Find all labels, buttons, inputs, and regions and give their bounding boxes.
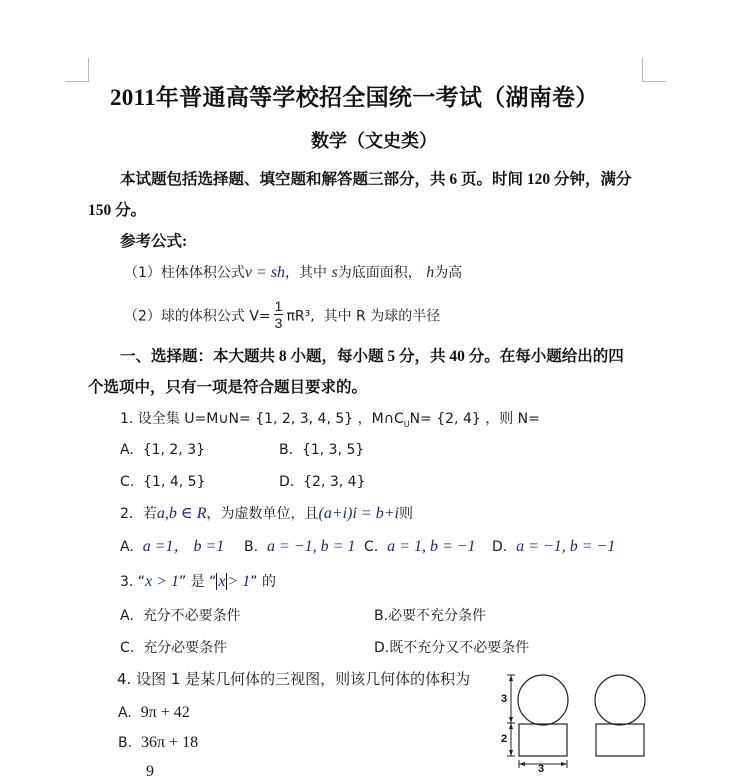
formula-cylinder-expr: v = sh xyxy=(244,264,286,281)
page-corner-mark-left xyxy=(65,58,89,82)
dimension-label-width: 3 xyxy=(538,763,545,775)
formula-sphere-prefix: （2）球的体积公式 V= xyxy=(124,308,271,325)
fraction-one-third: $\frac{1}{3}$ xyxy=(274,298,283,331)
formula-cylinder xyxy=(124,265,462,281)
formula-var-s: s xyxy=(331,264,338,281)
question-3-option-b: B.必要不充分条件 xyxy=(374,608,487,624)
formula-cylinder-mid1: ，其中 xyxy=(285,265,328,281)
question-1-option-d: D. {2, 3, 4} xyxy=(279,474,366,490)
question-1-option-c: C. {1, 4, 5} xyxy=(120,474,206,490)
question-1-stem: 1. 设全集 U=M∪N= {1, 2, 3, 4, 5} ，$M\cap C_UN= \{2$, 4} ，则 N= xyxy=(120,411,540,429)
question-3-option-c: C. 充分必要条件 xyxy=(120,640,228,656)
section-heading-line-1: 一、选择题：本大题共 8 小题，每小题 5 分，共 40 分。在每小题给出的四 xyxy=(120,348,624,365)
page-subtitle: 数学（文史类） xyxy=(311,131,437,151)
formula-sphere-suffix: 其中 R 为球的半径 xyxy=(323,308,441,325)
question-4-option-b: B. 36π + 18 xyxy=(118,734,199,751)
formulas-heading: 参考公式: xyxy=(120,233,188,250)
three-view-diagram xyxy=(490,660,690,774)
formula-cylinder-prefix: （1）柱体体积公式 xyxy=(124,265,245,281)
question-1-option-b: B. {1, 3, 5} xyxy=(279,442,365,458)
question-2-option-d: D. a = −1, b = −1 xyxy=(492,538,616,555)
question-4-option-c-partial: 9 xyxy=(146,763,154,780)
three-view-figure xyxy=(490,660,690,774)
formula-cylinder-mid2: 为底面面积， xyxy=(337,265,422,281)
question-2-stem: 2．若a,b ∈ R，为虚数单位，且(a+i)i = b+i则 xyxy=(120,505,413,522)
formula-sphere-after: πR³, xyxy=(286,308,315,325)
section-heading-line-2: 个选项中，只有一项是符合题目要求的。 xyxy=(88,379,368,396)
page-corner-mark-right xyxy=(642,58,666,82)
question-3-option-a: A. 充分不必要条件 xyxy=(120,608,241,624)
dimension-label-height-top: 3 xyxy=(501,693,508,705)
intro-line-2: 150 分。 xyxy=(88,202,147,219)
question-3-option-d: D.既不充分又不必要条件 xyxy=(374,640,530,656)
question-4-stem: 4. 设图 1 是某几何体的三视图，则该几何体的体积为 xyxy=(117,670,471,688)
dimension-label-height-bottom: 2 xyxy=(501,733,508,745)
intro-line-1: 本试题包括选择题、填空题和解答题三部分，共 6 页。时间 120 分钟，满分 xyxy=(120,171,632,188)
formula-var-h: h xyxy=(426,264,435,281)
question-2-option-a: A. a =1， b =1 xyxy=(120,538,225,555)
page-title: 2011年普通高等学校招全国统一考试（湖南卷） xyxy=(110,85,599,110)
question-2-option-c: C. a = 1, b = −1 xyxy=(364,538,476,555)
formula-sphere xyxy=(124,300,440,333)
question-4-option-a: A. 9π + 42 xyxy=(118,704,190,721)
formula-cylinder-suffix: 为高 xyxy=(434,265,463,281)
question-3-stem: 3. “x > 1” 是 “ x > 1” 的 xyxy=(120,573,276,590)
question-1-option-a: A. {1, 2, 3} xyxy=(120,442,206,458)
question-2-option-b: B. a = −1, b = 1 xyxy=(244,538,356,555)
